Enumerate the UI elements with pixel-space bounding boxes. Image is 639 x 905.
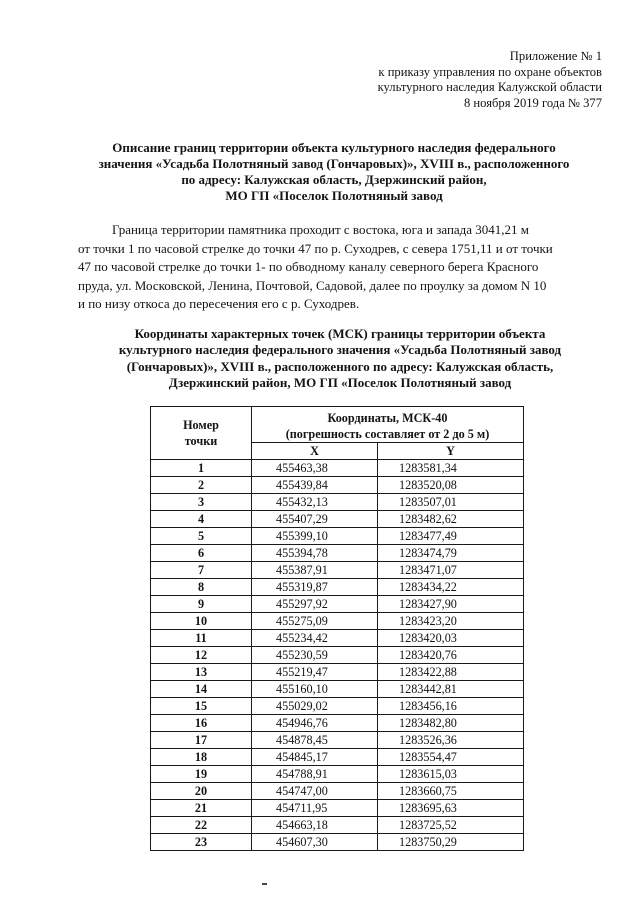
y-coordinate-cell: 1283526,36 [378,732,524,749]
point-number-cell: 8 [151,579,252,596]
appendix-date: 8 ноября 2019 года № 377 [463,95,602,110]
point-number-cell: 10 [151,613,252,630]
x-coordinate-cell: 455399,10 [252,528,378,545]
appendix-line: культурного наследия Калужской области [377,80,602,94]
x-coordinate-cell: 454845,17 [252,749,378,766]
table-row [151,749,524,766]
x-coordinate-cell: 455407,29 [252,511,378,528]
table-row [151,511,524,528]
description-line: и по низу откоса до пересечения его с р. Суходрев. [78,296,360,312]
x-coordinate-cell: 454663,18 [252,817,378,834]
boundary-description [78,221,608,314]
table-row [151,715,524,732]
point-number-cell: 1 [151,460,252,477]
table-row [151,681,524,698]
header-point-number-line2: точки [184,434,218,448]
document-title [70,140,598,204]
y-coordinate-cell: 1283581,34 [378,460,524,477]
subtitle-line: (Гончаровых)», XVIII в., расположенного по адресу: Калужская область, [126,358,554,374]
y-coordinate-cell: 1283482,80 [378,715,524,732]
subtitle-line: культурного наследия федерального значения «Усадьба Полотняный завод [118,342,562,358]
table-row [151,545,524,562]
y-coordinate-cell: 1283750,29 [378,834,524,851]
table-row [151,596,524,613]
point-number-cell: 13 [151,664,252,681]
appendix-header [378,49,602,111]
header-point-number [151,407,252,460]
y-coordinate-cell: 1283474,79 [378,545,524,562]
table-row [151,494,524,511]
x-coordinate-cell: 455297,92 [252,596,378,613]
header-x: X [252,443,378,460]
table-body [151,460,524,851]
x-coordinate-cell: 454711,95 [252,800,378,817]
title-line: значения «Усадьба Полотняный завод (Гончаровых)», XVIII в., расположенного [98,156,570,171]
y-coordinate-cell: 1283471,07 [378,562,524,579]
table-row [151,834,524,851]
y-coordinate-cell: 1283520,08 [378,477,524,494]
y-coordinate-cell: 1283423,20 [378,613,524,630]
x-coordinate-cell: 455219,47 [252,664,378,681]
x-coordinate-cell: 454946,76 [252,715,378,732]
table-row [151,783,524,800]
title-line: по адресу: Калужская область, Дзержинский район, [181,172,487,187]
x-coordinate-cell: 455275,09 [252,613,378,630]
table-row [151,477,524,494]
table-row [151,732,524,749]
y-coordinate-cell: 1283427,90 [378,596,524,613]
x-coordinate-cell: 455387,91 [252,562,378,579]
description-line: от точки 1 по часовой стрелке до точки 47 по р. Суходрев, с севера 1751,11 и от точки [78,240,553,256]
header-coordinates-line1: Координаты, МСК-40 [327,411,448,425]
point-number-cell: 2 [151,477,252,494]
table-row [151,800,524,817]
point-number-cell: 18 [151,749,252,766]
x-coordinate-cell: 455029,02 [252,698,378,715]
y-coordinate-cell: 1283554,47 [378,749,524,766]
point-number-cell: 22 [151,817,252,834]
table-header-row [151,407,524,443]
table-row [151,630,524,647]
point-number-cell: 12 [151,647,252,664]
title-line: МО ГП «Поселок Полотняный завод [225,188,443,203]
point-number-cell: 23 [151,834,252,851]
x-coordinate-cell: 455234,42 [252,630,378,647]
table-row [151,528,524,545]
header-y: Y [378,443,524,460]
point-number-cell: 21 [151,800,252,817]
coordinates-table [150,406,524,851]
subtitle-line: Координаты характерных точек (МСК) границы территории объекта [134,326,546,341]
header-point-number-line1: Номер [183,418,219,432]
x-coordinate-cell: 455160,10 [252,681,378,698]
point-number-cell: 7 [151,562,252,579]
point-number-cell: 17 [151,732,252,749]
point-number-cell: 20 [151,783,252,800]
x-coordinate-cell: 455319,87 [252,579,378,596]
x-coordinate-cell: 454788,91 [252,766,378,783]
y-coordinate-cell: 1283482,62 [378,511,524,528]
table-row [151,664,524,681]
table-row [151,647,524,664]
y-coordinate-cell: 1283420,03 [378,630,524,647]
y-coordinate-cell: 1283434,22 [378,579,524,596]
coordinates-title [85,326,595,392]
y-coordinate-cell: 1283615,03 [378,766,524,783]
point-number-cell: 9 [151,596,252,613]
subtitle-line: Дзержинский район, МО ГП «Поселок Полотняный завод [168,375,512,391]
table-row [151,460,524,477]
x-coordinate-cell: 454878,45 [252,732,378,749]
x-coordinate-cell: 455439,84 [252,477,378,494]
description-line: 47 по часовой стрелке до точки 1- по обводному каналу северного берега Красного [78,259,539,275]
description-line: Граница территории памятника проходит с востока, юга и запада 3041,21 м [112,222,530,237]
point-number-cell: 16 [151,715,252,732]
point-number-cell: 5 [151,528,252,545]
point-number-cell: 3 [151,494,252,511]
appendix-line: Приложение № 1 [509,49,602,63]
y-coordinate-cell: 1283695,63 [378,800,524,817]
header-coordinates [252,407,524,443]
x-coordinate-cell: 455463,38 [252,460,378,477]
table-row [151,817,524,834]
y-coordinate-cell: 1283725,52 [378,817,524,834]
point-number-cell: 15 [151,698,252,715]
y-coordinate-cell: 1283422,88 [378,664,524,681]
point-number-cell: 19 [151,766,252,783]
x-coordinate-cell: 454747,00 [252,783,378,800]
table-row [151,579,524,596]
x-coordinate-cell: 454607,30 [252,834,378,851]
scan-mark [262,883,267,885]
point-number-cell: 6 [151,545,252,562]
description-line: пруда, ул. Московской, Ленина, Почтовой, Садовой, далее по проулку за домом N 10 [78,277,547,293]
point-number-cell: 14 [151,681,252,698]
y-coordinate-cell: 1283442,81 [378,681,524,698]
table-row [151,613,524,630]
table-row [151,766,524,783]
title-line: Описание границ территории объекта культурного наследия федерального [112,140,556,155]
header-coordinates-line2: (погрешность составляет от 2 до 5 м) [285,427,490,441]
point-number-cell: 4 [151,511,252,528]
y-coordinate-cell: 1283456,16 [378,698,524,715]
y-coordinate-cell: 1283477,49 [378,528,524,545]
x-coordinate-cell: 455394,78 [252,545,378,562]
point-number-cell: 11 [151,630,252,647]
y-coordinate-cell: 1283660,75 [378,783,524,800]
table-row [151,698,524,715]
y-coordinate-cell: 1283507,01 [378,494,524,511]
x-coordinate-cell: 455230,59 [252,647,378,664]
appendix-line: к приказу управления по охране объектов [378,64,602,79]
y-coordinate-cell: 1283420,76 [378,647,524,664]
x-coordinate-cell: 455432,13 [252,494,378,511]
table-row [151,562,524,579]
